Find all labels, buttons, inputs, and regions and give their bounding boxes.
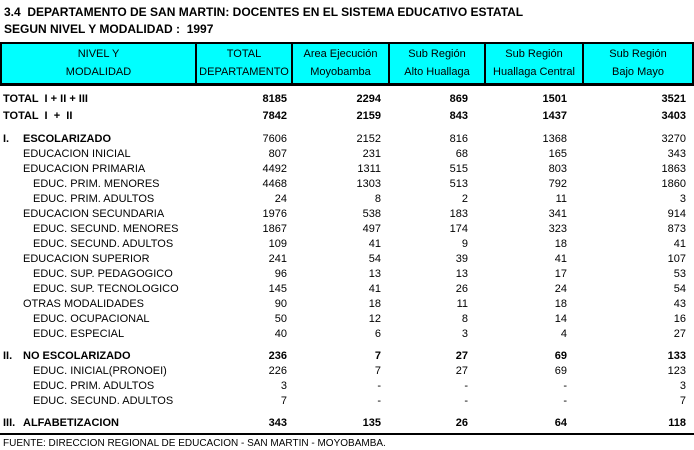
value-cell-alto-huallaga: 27 [455, 349, 468, 362]
header-line: Alto Huallaga [404, 66, 470, 78]
value-cell-moyobamba: 231 [362, 147, 381, 160]
header-line: Area Ejecución [303, 48, 378, 60]
value-cell-alto-huallaga: 27 [455, 364, 468, 377]
value-cell-huallaga-central: 69 [554, 349, 567, 362]
value-cell-alto-huallaga: 843 [449, 109, 468, 122]
value-cell-alto-huallaga: 174 [449, 222, 468, 235]
value-cell-alto-huallaga: 26 [455, 416, 468, 429]
row-label: TOTAL I + II + III [3, 92, 88, 105]
row-label: ALFABETIZACION [23, 416, 119, 429]
value-cell-moyobamba: 1303 [356, 177, 381, 190]
header-line: TOTAL [226, 48, 262, 60]
table-row [0, 90, 694, 107]
value-cell-alto-huallaga: 11 [456, 297, 468, 310]
row-label-cell [0, 348, 196, 363]
row-label: EDUC. SECUND. ADULTOS [33, 237, 174, 250]
value-cell-moyobamba: 538 [362, 207, 381, 220]
header-line: Sub Región [408, 48, 466, 60]
value-cell-alto-huallaga: 869 [449, 92, 468, 105]
value-cell-total-departamento: 1867 [262, 222, 287, 235]
table-row [0, 393, 694, 408]
value-cell-alto-huallaga: - [464, 394, 468, 407]
value-cell-moyobamba: 8 [374, 192, 381, 205]
value-cell-moyobamba: 7 [374, 364, 381, 377]
table-row [0, 251, 694, 266]
value-cell-bajo-mayo: 53 [673, 267, 686, 280]
table-row [0, 191, 694, 206]
row-label-cell [0, 251, 196, 266]
value-cell-bajo-mayo: 1863 [661, 162, 686, 175]
value-cell-moyobamba: 2152 [356, 132, 381, 145]
value-cell-alto-huallaga: 13 [455, 267, 468, 280]
row-label-cell [0, 131, 196, 146]
row-label-cell [0, 206, 196, 221]
value-cell-alto-huallaga: 3 [461, 327, 468, 340]
header-line: Bajo Mayo [612, 66, 664, 78]
value-cell-bajo-mayo: 1860 [661, 177, 686, 190]
header-line: Sub Región [505, 48, 563, 60]
value-cell-total-departamento: 8185 [262, 92, 287, 105]
header-line: Moyobamba [310, 66, 371, 78]
value-cell-bajo-mayo: 123 [667, 364, 686, 377]
table-row [0, 107, 694, 124]
value-cell-alto-huallaga: 8 [461, 312, 468, 325]
source-line: FUENTE: DIRECCION REGIONAL DE EDUCACION - SAN MARTIN - MOYOBAMBA. [3, 438, 386, 449]
value-cell-bajo-mayo: 133 [667, 349, 686, 362]
row-label: EDUC. SECUND. ADULTOS [33, 394, 174, 407]
value-cell-bajo-mayo: 343 [667, 147, 686, 160]
value-cell-huallaga-central: 41 [554, 252, 567, 265]
value-cell-alto-huallaga: 39 [455, 252, 468, 265]
table-row [0, 281, 694, 296]
table-row [0, 378, 694, 393]
value-cell-total-departamento: 7606 [262, 132, 287, 145]
row-label-cell [0, 146, 196, 161]
value-cell-total-departamento: 96 [274, 267, 287, 280]
value-cell-huallaga-central: 64 [554, 416, 567, 429]
row-label: EDUCACION PRIMARIA [23, 162, 146, 175]
value-cell-total-departamento: 40 [274, 327, 287, 340]
value-cell-total-departamento: 241 [268, 252, 287, 265]
value-cell-huallaga-central: 792 [548, 177, 567, 190]
value-cell-moyobamba: 135 [362, 416, 381, 429]
row-label: OTRAS MODALIDADES [23, 297, 145, 310]
value-cell-bajo-mayo: 3521 [661, 92, 686, 105]
value-cell-huallaga-central: 803 [548, 162, 567, 175]
value-cell-alto-huallaga: 515 [449, 162, 468, 175]
table-row [0, 161, 694, 176]
row-label-cell [0, 326, 196, 341]
row-section-prefix: II. [3, 349, 13, 362]
row-label: EDUCACION SUPERIOR [23, 252, 150, 265]
value-cell-huallaga-central: 11 [555, 192, 567, 205]
header-cell-nivel-modalidad [2, 44, 197, 83]
value-cell-huallaga-central: 165 [548, 147, 567, 160]
value-cell-moyobamba: - [377, 394, 381, 407]
row-label-cell [0, 393, 196, 408]
value-cell-huallaga-central: 1501 [542, 92, 567, 105]
row-label-cell [0, 281, 196, 296]
row-label-cell [0, 363, 196, 378]
value-cell-bajo-mayo: 118 [668, 416, 686, 429]
value-cell-total-departamento: 109 [268, 237, 287, 250]
value-cell-total-departamento: 4468 [262, 177, 287, 190]
row-section-prefix: III. [3, 416, 16, 429]
row-label: EDUC. PRIM. ADULTOS [33, 192, 155, 205]
row-label-cell [0, 176, 196, 191]
value-cell-bajo-mayo: 3 [679, 379, 686, 392]
header-line: MODALIDAD [65, 66, 132, 78]
table-row [0, 311, 694, 326]
value-cell-moyobamba: 497 [362, 222, 381, 235]
value-cell-huallaga-central: 1368 [542, 132, 567, 145]
value-cell-total-departamento: 7842 [262, 109, 287, 122]
row-label: EDUC. OCUPACIONAL [33, 312, 150, 325]
row-label-cell [0, 161, 196, 176]
table-row [0, 236, 694, 251]
table-row [0, 363, 694, 378]
row-label: TOTAL I + II [3, 109, 73, 122]
value-cell-bajo-mayo: 16 [673, 312, 686, 325]
row-label: NO ESCOLARIZADO [23, 349, 131, 362]
table-row [0, 206, 694, 221]
row-label-cell [0, 236, 196, 251]
value-cell-bajo-mayo: 41 [673, 237, 686, 250]
row-label-cell [0, 221, 196, 236]
value-cell-moyobamba: - [377, 379, 381, 392]
header-line: NIVEL Y [77, 48, 120, 60]
value-cell-bajo-mayo: 3403 [661, 109, 686, 122]
value-cell-total-departamento: 7 [280, 394, 287, 407]
value-cell-moyobamba: 1311 [357, 162, 381, 175]
header-line: DEPARTAMENTO [199, 66, 289, 78]
value-cell-total-departamento: 50 [274, 312, 287, 325]
row-label-cell [0, 107, 196, 124]
table-row [0, 176, 694, 191]
value-cell-total-departamento: 343 [268, 416, 287, 429]
value-cell-bajo-mayo: 43 [673, 297, 686, 310]
header-cell-moyobamba [293, 44, 390, 83]
value-cell-huallaga-central: - [563, 394, 567, 407]
value-cell-moyobamba: 54 [368, 252, 381, 265]
row-label-cell [0, 266, 196, 281]
value-cell-huallaga-central: 69 [554, 364, 567, 377]
value-cell-moyobamba: 41 [368, 237, 381, 250]
value-cell-total-departamento: 236 [268, 349, 287, 362]
table-body [0, 90, 694, 430]
row-label: EDUCACION SECUNDARIA [23, 207, 165, 220]
header-cell-total-departamento [197, 44, 293, 83]
value-cell-huallaga-central: 1437 [542, 109, 567, 122]
value-cell-total-departamento: 4492 [262, 162, 287, 175]
report-title-line1: 3.4 DEPARTAMENTO DE SAN MARTIN: DOCENTES EN EL SISTEMA EDUCATIVO ESTATAL [4, 5, 524, 19]
value-cell-huallaga-central: 323 [548, 222, 567, 235]
value-cell-bajo-mayo: 873 [667, 222, 686, 235]
value-cell-alto-huallaga: 26 [455, 282, 468, 295]
value-cell-moyobamba: 6 [374, 327, 381, 340]
value-cell-alto-huallaga: 9 [461, 237, 468, 250]
value-cell-huallaga-central: 17 [554, 267, 567, 280]
value-cell-bajo-mayo: 27 [673, 327, 686, 340]
row-label: EDUC. SUP. PEDAGOGICO [33, 267, 173, 280]
table-row [0, 266, 694, 281]
value-cell-moyobamba: 2159 [356, 109, 381, 122]
row-label-cell [0, 191, 196, 206]
value-cell-huallaga-central: 14 [554, 312, 567, 325]
header-line: Sub Región [609, 48, 667, 60]
value-cell-total-departamento: 3 [280, 379, 287, 392]
report-title-line2: SEGUN NIVEL Y MODALIDAD : 1997 [4, 22, 214, 36]
table-row [0, 146, 694, 161]
row-label: EDUC. PRIM. ADULTOS [33, 379, 155, 392]
value-cell-moyobamba: 7 [374, 349, 381, 362]
table-row [0, 131, 694, 146]
value-cell-moyobamba: 18 [368, 297, 381, 310]
header-cell-bajo-mayo [584, 44, 692, 83]
header-cell-alto-huallaga [390, 44, 486, 83]
value-cell-total-departamento: 24 [274, 192, 287, 205]
value-cell-bajo-mayo: 914 [667, 207, 686, 220]
row-label: EDUC. SECUND. MENORES [33, 222, 179, 235]
value-cell-total-departamento: 807 [268, 147, 287, 160]
row-label-cell [0, 378, 196, 393]
row-label-cell [0, 311, 196, 326]
value-cell-alto-huallaga: 183 [449, 207, 468, 220]
table-row [0, 296, 694, 311]
header-line: Huallaga Central [493, 66, 575, 78]
value-cell-alto-huallaga: 816 [449, 132, 468, 145]
value-cell-huallaga-central: 24 [554, 282, 567, 295]
value-cell-bajo-mayo: 7 [679, 394, 686, 407]
table-header [0, 42, 694, 86]
row-label: EDUC. SUP. TECNOLOGICO [33, 282, 179, 295]
value-cell-total-departamento: 90 [274, 297, 287, 310]
value-cell-total-departamento: 1976 [262, 207, 287, 220]
row-label: EDUCACION INICIAL [23, 147, 131, 160]
value-cell-alto-huallaga: 513 [449, 177, 468, 190]
value-cell-total-departamento: 226 [268, 364, 287, 377]
header-cell-huallaga-central [486, 44, 584, 83]
value-cell-moyobamba: 13 [368, 267, 381, 280]
row-label-cell [0, 90, 196, 107]
value-cell-bajo-mayo: 3 [679, 192, 686, 205]
row-label: EDUC. INICIAL(PRONOEI) [33, 364, 167, 377]
value-cell-moyobamba: 2294 [356, 92, 381, 105]
value-cell-huallaga-central: 4 [560, 327, 567, 340]
row-label: EDUC. PRIM. MENORES [33, 177, 160, 190]
value-cell-huallaga-central: 18 [554, 297, 567, 310]
table-row [0, 326, 694, 341]
row-label: EDUC. ESPECIAL [33, 327, 125, 340]
table-row [0, 415, 694, 430]
row-section-prefix: I. [3, 132, 10, 145]
value-cell-huallaga-central: 18 [554, 237, 567, 250]
row-label-cell [0, 415, 196, 430]
table-row [0, 348, 694, 363]
value-cell-alto-huallaga: 68 [455, 147, 468, 160]
value-cell-moyobamba: 12 [368, 312, 381, 325]
value-cell-huallaga-central: - [563, 379, 567, 392]
value-cell-bajo-mayo: 54 [673, 282, 686, 295]
value-cell-moyobamba: 41 [368, 282, 381, 295]
value-cell-total-departamento: 145 [268, 282, 287, 295]
row-label: ESCOLARIZADO [23, 132, 111, 145]
row-label-cell [0, 296, 196, 311]
value-cell-bajo-mayo: 3270 [661, 132, 686, 145]
table-row [0, 221, 694, 236]
value-cell-bajo-mayo: 107 [667, 252, 686, 265]
value-cell-alto-huallaga: 2 [461, 192, 468, 205]
value-cell-huallaga-central: 341 [548, 207, 567, 220]
value-cell-alto-huallaga: - [464, 379, 468, 392]
